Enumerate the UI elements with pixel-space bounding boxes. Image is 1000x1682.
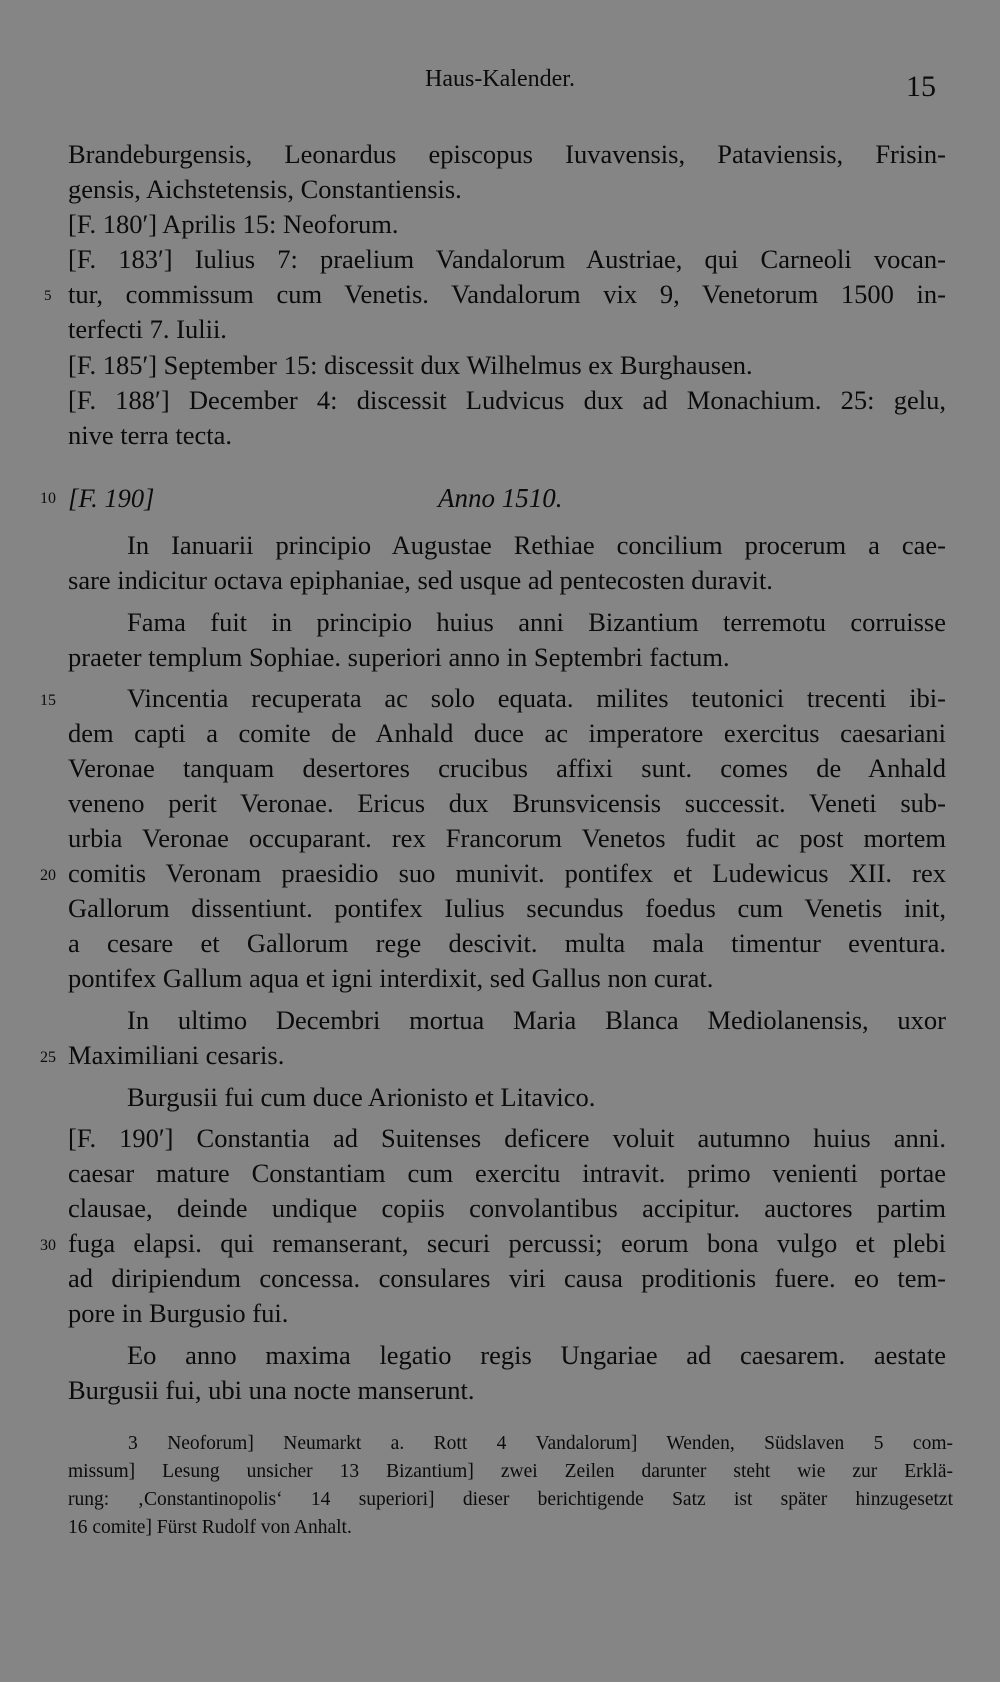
text-line: fuga elapsi. qui remanserant, securi percussi; eorum bona vulgo et plebi [68, 1228, 946, 1258]
line-number: 20 [40, 867, 56, 884]
text-line: pore in Burgusio fui. [68, 1298, 289, 1328]
text-line: Burgusii fui, ubi una nocte manserunt. [68, 1375, 475, 1405]
text-line: [F. 185′] September 15: discessit dux Wilhelmus ex Burghausen. [68, 350, 753, 380]
year-heading: Anno 1510. [438, 483, 563, 513]
text-line: veneno perit Veronae. Ericus dux Brunsvicensis successit. Veneti sub- [68, 788, 946, 818]
line-number: 10 [40, 490, 56, 507]
text-line: tur, commissum cum Venetis. Vandalorum vix 9, Venetorum 1500 in- [68, 279, 946, 309]
text-line: Vincentia recuperata ac solo equata. milites teutonici trecenti ibi- [127, 683, 946, 713]
text-line: caesar mature Constantiam cum exercitu intravit. primo venienti portae [68, 1158, 946, 1188]
text-line: ad diripiendum concessa. consulares viri causa proditionis fuere. eo tem- [68, 1263, 946, 1293]
text-line: In ultimo Decembri mortua Maria Blanca Mediolanensis, uxor [127, 1005, 946, 1035]
text-line: In Ianuarii principio Augustae Rethiae concilium procerum a cae- [127, 530, 946, 560]
text-line: Burgusii fui cum duce Arionisto et Litavico. [127, 1082, 596, 1112]
text-line: [F. 188′] December 4: discessit Ludvicus dux ad Monachium. 25: gelu, [68, 385, 946, 415]
text-line: Eo anno maxima legatio regis Ungariae ad caesarem. aestate [127, 1340, 946, 1370]
text-line: [F. 190′] Constantia ad Suitenses deficere voluit autumno huius anni. [68, 1123, 946, 1153]
line-number: 15 [40, 692, 56, 709]
text-line: [F. 183′] Iulius 7: praelium Vandalorum Austriae, qui Carneoli vocan- [68, 244, 946, 274]
text-line: Brandeburgensis, Leonardus episcopus Iuvavensis, Pataviensis, Frisin- [68, 139, 946, 169]
footnote-line: 16 comite] Fürst Rudolf von Anhalt. [68, 1517, 352, 1538]
text-line: urbia Veronae occuparant. rex Francorum Venetos fudit ac post mortem [68, 823, 946, 853]
footnote-line: missum] Lesung unsicher 13 Bizantium] zwei Zeilen darunter steht wie zur Erklä- [68, 1461, 953, 1482]
footnote-line: 3 Neoforum] Neumarkt a. Rott 4 Vandalorum] Wenden, Südslaven 5 com- [128, 1433, 953, 1454]
folio-marker: [F. 190] [68, 483, 155, 513]
text-line: comitis Veronam praesidio suo munivit. pontifex et Ludewicus XII. rex [68, 858, 946, 888]
text-line: praeter templum Sophiae. superiori anno in Septembri factum. [68, 642, 730, 672]
text-line: Veronae tanquam desertores crucibus affixi sunt. comes de Anhald [68, 753, 946, 783]
text-line: a cesare et Gallorum rege descivit. multa mala timentur eventura. [68, 928, 946, 958]
text-line: nive terra tecta. [68, 420, 233, 450]
text-line: gensis, Aichstetensis, Constantiensis. [68, 174, 462, 204]
running-header-title: Haus-Kalender. [425, 66, 575, 92]
footnote-line: rung: ‚Constantinopolis‘ 14 superiori] dieser berichtigende Satz ist später hinzugesetzt [68, 1489, 953, 1510]
text-line: sare indicitur octava epiphaniae, sed usque ad pentecosten duravit. [68, 565, 773, 595]
text-line: Fama fuit in principio huius anni Bizantium terremotu corruisse [127, 607, 946, 637]
text-line: [F. 180′] Aprilis 15: Neoforum. [68, 209, 399, 239]
line-number: 30 [40, 1237, 56, 1254]
text-line: Maximiliani cesaris. [68, 1040, 285, 1070]
text-line: terfecti 7. Iulii. [68, 314, 227, 344]
text-line: dem capti a comite de Anhald duce ac imperatore exercitus caesariani [68, 718, 946, 748]
page-number: 15 [906, 70, 936, 103]
text-line: pontifex Gallum aqua et igni interdixit, sed Gallus non curat. [68, 963, 714, 993]
line-number: 25 [40, 1049, 56, 1066]
line-number: 5 [44, 288, 52, 304]
text-line: clausae, deinde undique copiis convolantibus accipitur. auctores partim [68, 1193, 946, 1223]
text-line: Gallorum dissentiunt. pontifex Iulius secundus foedus cum Venetis init, [68, 893, 946, 923]
